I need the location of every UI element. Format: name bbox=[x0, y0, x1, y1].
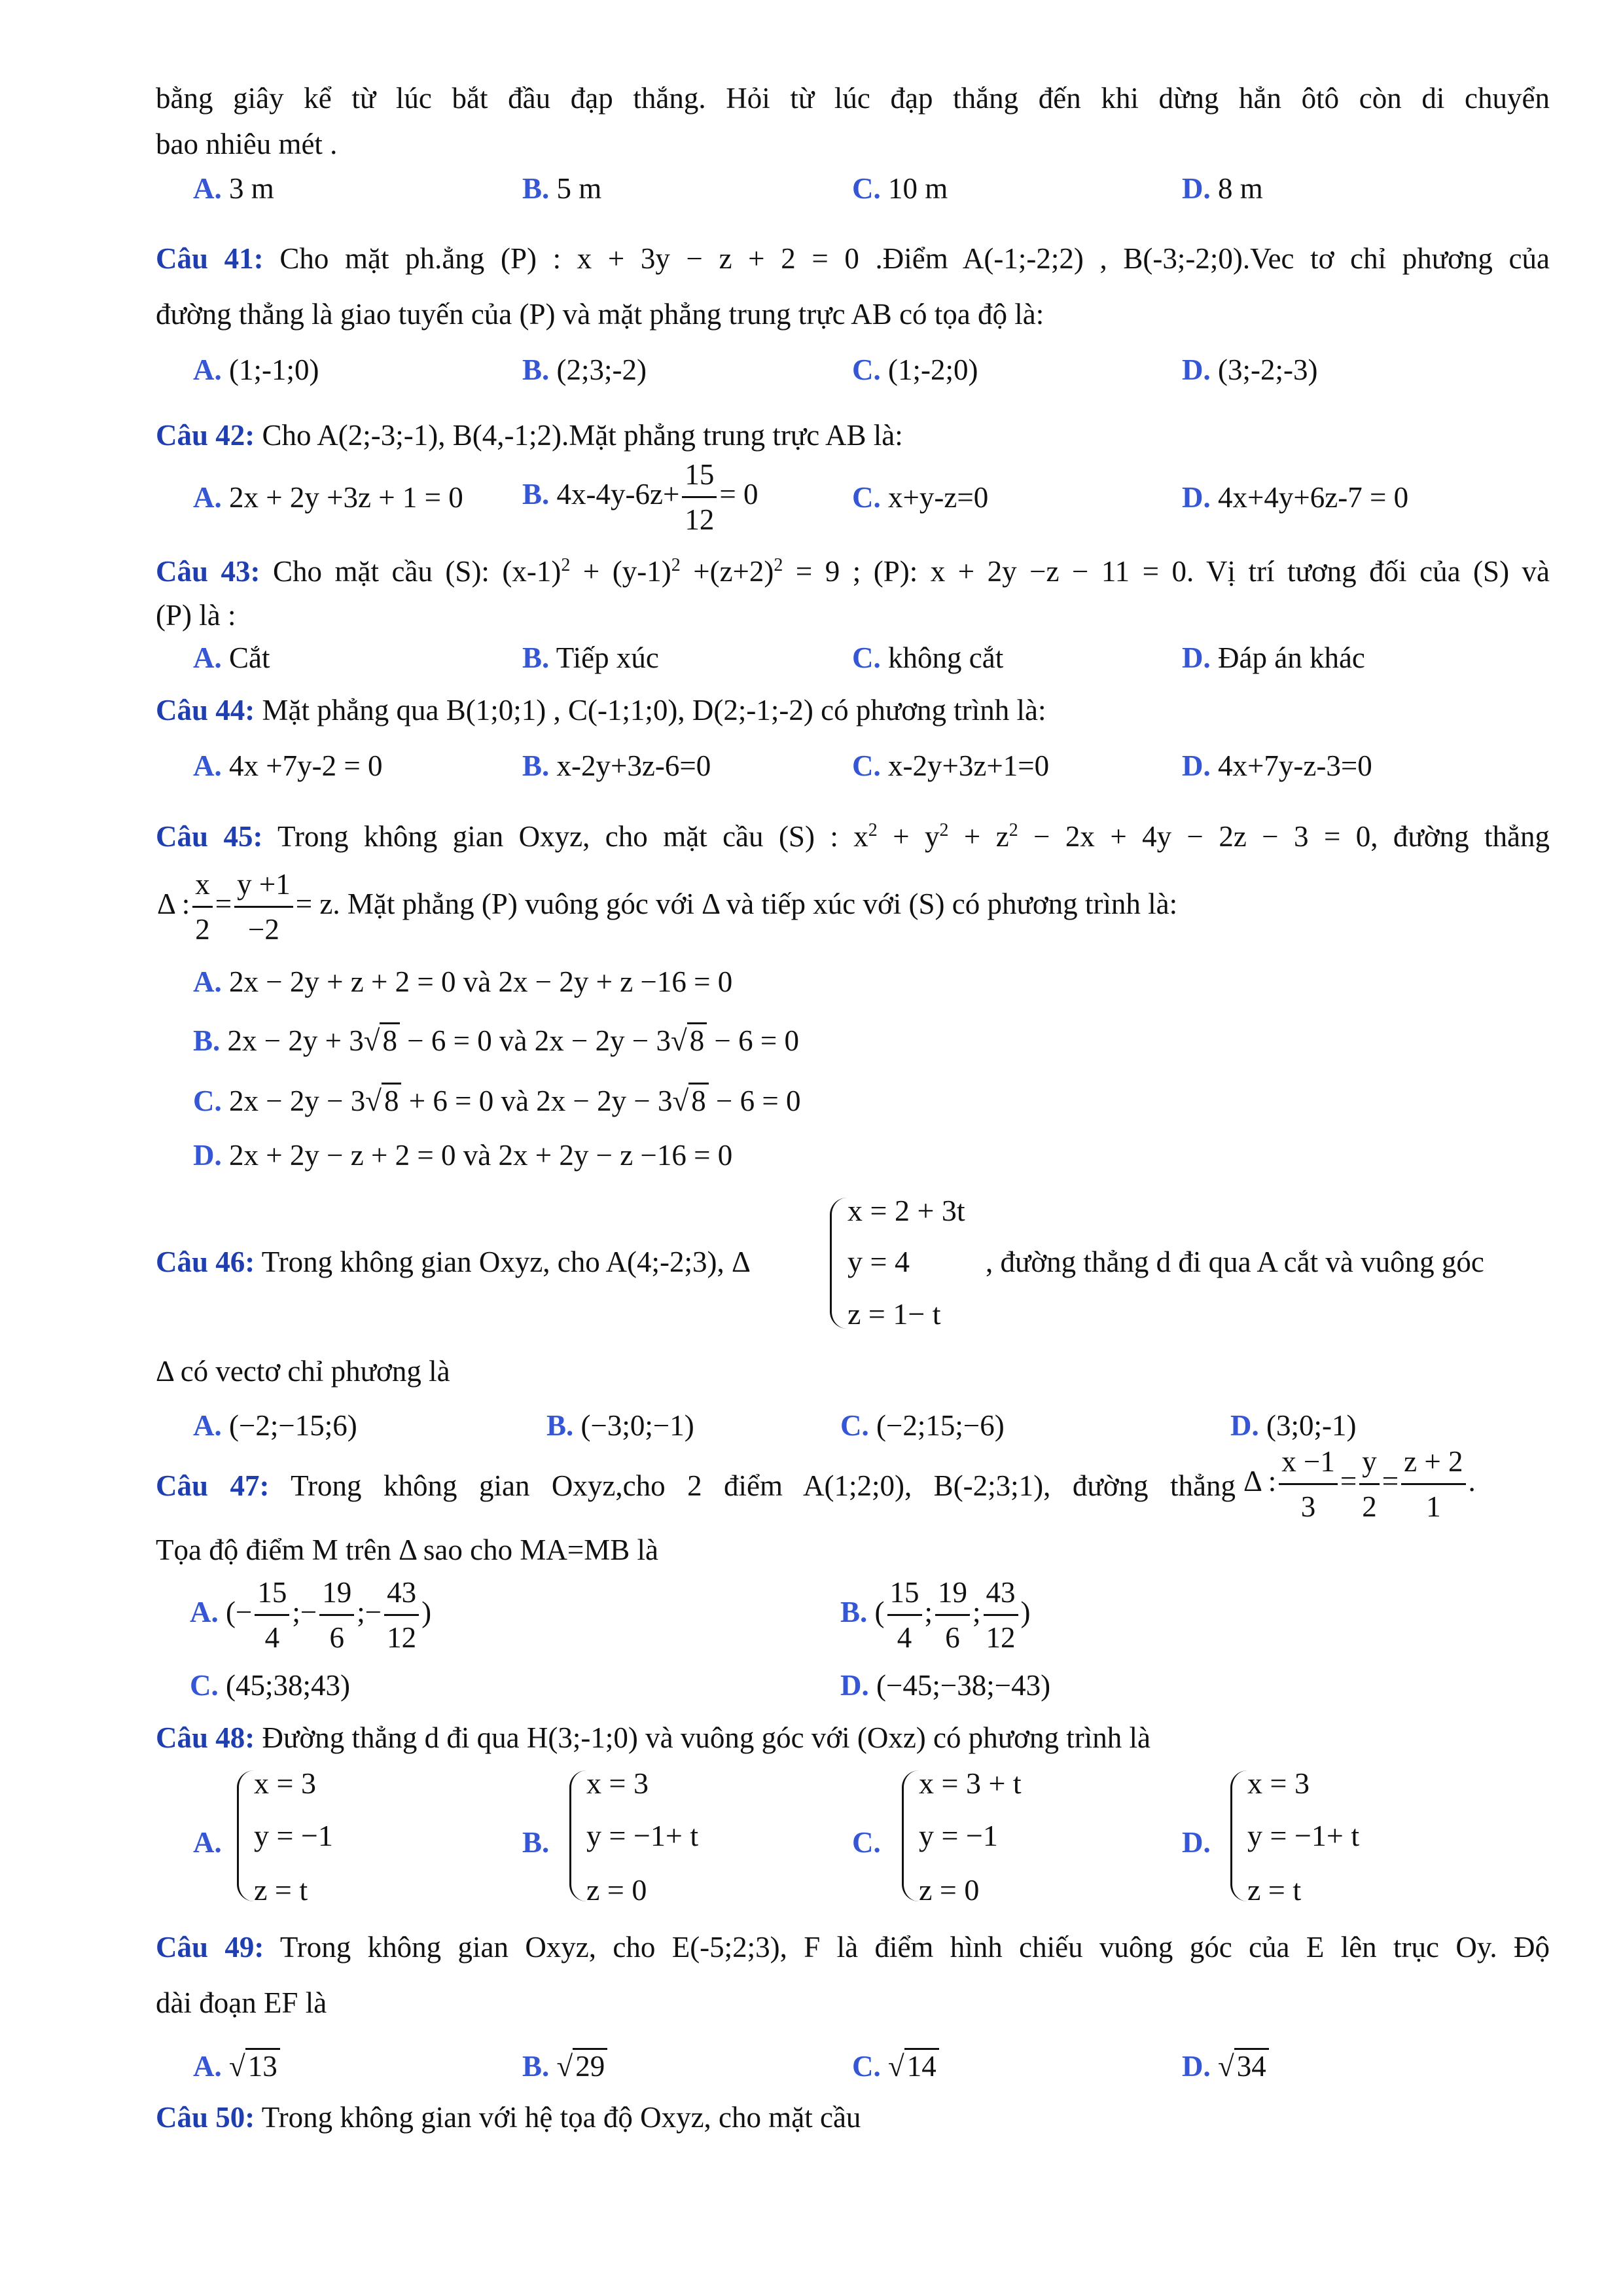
q41-option-c: C. (1;-2;0) bbox=[852, 353, 978, 386]
q46-option-b: B. (−3;0;−1) bbox=[546, 1409, 694, 1442]
q48-a-y: y = −1 bbox=[254, 1819, 333, 1852]
q41-option-b: B. (2;3;-2) bbox=[522, 353, 647, 386]
q47-fraction-z: $\frac{z + 2}{1}$ bbox=[1401, 1440, 1465, 1528]
q46-system-x: x = 2 + 3t bbox=[847, 1194, 965, 1227]
q49-option-c: C. √14 bbox=[852, 2047, 939, 2086]
q48-stem: Câu 48: Đường thẳng d đi qua H(3;-1;0) và vuông góc với (Oxz) có phương trình là bbox=[156, 1721, 1150, 1754]
q42-option-a: A. 2x + 2y +3z + 1 = 0 bbox=[193, 481, 463, 514]
q47-option-a: A. (− $\frac{15}{4}$ ;− $\frac{19}{6}$ ;− $\frac{43}{12}$ ) bbox=[190, 1571, 431, 1659]
intro-option-c: C. 10 m bbox=[852, 172, 948, 205]
q43-line-1: Câu 43: Cho mặt cầu (S): $(x-1)^2 + (y-1)^2 +(z+2)^2 = 9$ ; (P): x + 2y −z − 11 = 0. Vị trí tương đối của (S) và bbox=[156, 555, 1550, 588]
q41-option-d: D. (3;-2;-3) bbox=[1182, 353, 1318, 386]
q46-option-a: A. (−2;−15;6) bbox=[193, 1409, 357, 1442]
q47-fraction-y: $\frac{y}{2}$ bbox=[1359, 1440, 1380, 1528]
q44-option-c: C. x-2y+3z+1=0 bbox=[852, 749, 1050, 782]
q42-option-b: B. 4x-4y-6z+ $\frac{15}{12}$ = 0 bbox=[522, 453, 758, 541]
q48-c-x: x = 3 + t bbox=[919, 1767, 1022, 1800]
q47-option-c: C. (45;38;43) bbox=[190, 1669, 350, 1702]
q49-line-2: dài đoạn EF là bbox=[156, 1986, 327, 2019]
q46-system-y: y = 4 bbox=[847, 1245, 910, 1278]
q45-option-d: D. 2x + 2y − z + 2 = 0 và 2x + 2y − z −16 = 0 bbox=[193, 1139, 733, 1172]
q47-fraction-x: $\frac{x -1}{3}$ bbox=[1279, 1440, 1338, 1528]
q42-option-c: C. x+y-z=0 bbox=[852, 481, 989, 514]
q48-d-x: x = 3 bbox=[1247, 1767, 1310, 1800]
q45-option-c: C. 2x − 2y − 3√8 + 6 = 0 và 2x − 2y − 3√8 − 6 = 0 bbox=[193, 1081, 800, 1121]
q43-option-c: C. không cắt bbox=[852, 641, 1004, 674]
q47-line-2: Tọa độ điểm M trên Δ sao cho MA=MB là bbox=[156, 1534, 658, 1566]
intro-option-b: B. 5 m bbox=[522, 172, 602, 205]
q48-option-d-label: D. bbox=[1182, 1826, 1211, 1859]
q48-option-c-label: C. bbox=[852, 1826, 881, 1859]
q49-line-1: Câu 49: Trong không gian Oxyz, cho E(-5;2;3), F là điểm hình chiếu vuông góc của E lên trục Oy. Độ bbox=[156, 1931, 1550, 1964]
q44-option-b: B. x-2y+3z-6=0 bbox=[522, 749, 711, 782]
q41-line-2: đường thẳng là giao tuyến của (P) và mặt phẳng trung trực AB có tọa độ là: bbox=[156, 298, 1044, 331]
q46-line-2: Δ có vectơ chỉ phương là bbox=[156, 1355, 450, 1388]
intro-line-2: bao nhiêu mét . bbox=[156, 128, 338, 160]
q46-option-c: C. (−2;15;−6) bbox=[840, 1409, 1005, 1442]
q47-option-b: B. ( $\frac{15}{4}$ ; $\frac{19}{6}$ ; $\frac{43}{12}$ ) bbox=[840, 1571, 1031, 1659]
q45-line-2: Δ : $\frac{x}{2}$ = $\frac{y +1}{-2}$ = z. Mặt phẳng (P) vuông góc với Δ và tiếp xúc với (S) có phương trình là: bbox=[157, 863, 1177, 951]
q48-d-z: z = t bbox=[1247, 1873, 1302, 1907]
q42-option-d: D. 4x+4y+6z-7 = 0 bbox=[1182, 481, 1409, 514]
q48-b-z: z = 0 bbox=[586, 1873, 647, 1907]
q48-d-y: y = −1+ t bbox=[1247, 1819, 1360, 1852]
intro-option-a: A. 3 m bbox=[193, 172, 274, 205]
q43-option-a: A. Cắt bbox=[193, 641, 270, 674]
q48-b-y: y = −1+ t bbox=[586, 1819, 699, 1852]
q45-line-1: Câu 45: Trong không gian Oxyz, cho mặt cầu (S) : $x^2 + y^2 + z^2 - 2x + 4y - 2z - 3 = 0$, đường thẳng bbox=[156, 820, 1550, 853]
q48-option-b-label: B. bbox=[522, 1826, 550, 1859]
q48-a-z: z = t bbox=[254, 1873, 308, 1907]
q49-option-a: A. √13 bbox=[193, 2047, 280, 2086]
q47-stem: Câu 47: Trong không gian Oxyz,cho 2 điểm A(1;2;0), B(-2;3;1), đường thẳng bbox=[156, 1469, 1236, 1502]
q46-system-z: z = 1− t bbox=[847, 1297, 941, 1331]
q42-stem: Câu 42: Cho A(2;-3;-1), B(4,-1;2).Mặt phẳng trung trực AB là: bbox=[156, 419, 903, 452]
q45-fraction-y: $\frac{y +1}{-2}$ bbox=[234, 863, 293, 951]
q45-option-a: A. 2x − 2y + z + 2 = 0 và 2x − 2y + z −16 = 0 bbox=[193, 965, 733, 998]
q50-stem: Câu 50: Trong không gian với hệ tọa độ Oxyz, cho mặt cầu bbox=[156, 2101, 861, 2134]
q46-stem: Câu 46: Trong không gian Oxyz, cho A(4;-2;3), Δ bbox=[156, 1246, 751, 1278]
q42-fraction: $\frac{15}{12}$ bbox=[682, 453, 717, 541]
intro-option-d: D. 8 m bbox=[1182, 172, 1263, 205]
q43-line-2: (P) là : bbox=[156, 599, 236, 632]
q41-option-a: A. (1;-1;0) bbox=[193, 353, 319, 386]
q46-stem-end: , đường thẳng d đi qua A cắt và vuông góc bbox=[986, 1246, 1484, 1278]
q45-option-b: B. 2x − 2y + 3√8 − 6 = 0 và 2x − 2y − 3√8 − 6 = 0 bbox=[193, 1021, 799, 1060]
q49-option-d: D. √34 bbox=[1182, 2047, 1269, 2086]
q47-option-d: D. (−45;−38;−43) bbox=[840, 1669, 1051, 1702]
q48-c-z: z = 0 bbox=[919, 1873, 980, 1907]
q45-fraction-x: $\frac{x}{2}$ bbox=[192, 863, 213, 951]
q44-option-a: A. 4x +7y-2 = 0 bbox=[193, 749, 383, 782]
q48-option-a-label: A. bbox=[193, 1826, 222, 1859]
q44-option-d: D. 4x+7y-z-3=0 bbox=[1182, 749, 1372, 782]
q46-option-d: D. (3;0;-1) bbox=[1230, 1409, 1357, 1442]
q48-c-y: y = −1 bbox=[919, 1819, 998, 1852]
q41-line-1: Câu 41: Cho mặt ph.ẳng (P) : x + 3y − z + 2 = 0 .Điểm A(-1;-2;2) , B(-3;-2;0).Vec tơ chỉ phương của bbox=[156, 242, 1550, 275]
q47-line-eq: Δ : $\frac{x -1}{3}$ = $\frac{y}{2}$ = $\frac{z + 2}{1}$ . bbox=[1243, 1440, 1476, 1528]
q48-b-x: x = 3 bbox=[586, 1767, 649, 1800]
q43-option-b: B. Tiếp xúc bbox=[522, 641, 659, 674]
intro-line-1: bằng giây kể từ lúc bắt đầu đạp thắng. Hỏi từ lúc đạp thắng đến khi dừng hẳn ôtô còn di chuyển bbox=[156, 82, 1550, 115]
q48-a-x: x = 3 bbox=[254, 1767, 316, 1800]
q49-option-b: B. √29 bbox=[522, 2047, 607, 2086]
q43-option-d: D. Đáp án khác bbox=[1182, 641, 1365, 674]
q44-stem: Câu 44: Mặt phẳng qua B(1;0;1) , C(-1;1;0), D(2;-1;-2) có phương trình là: bbox=[156, 694, 1046, 726]
